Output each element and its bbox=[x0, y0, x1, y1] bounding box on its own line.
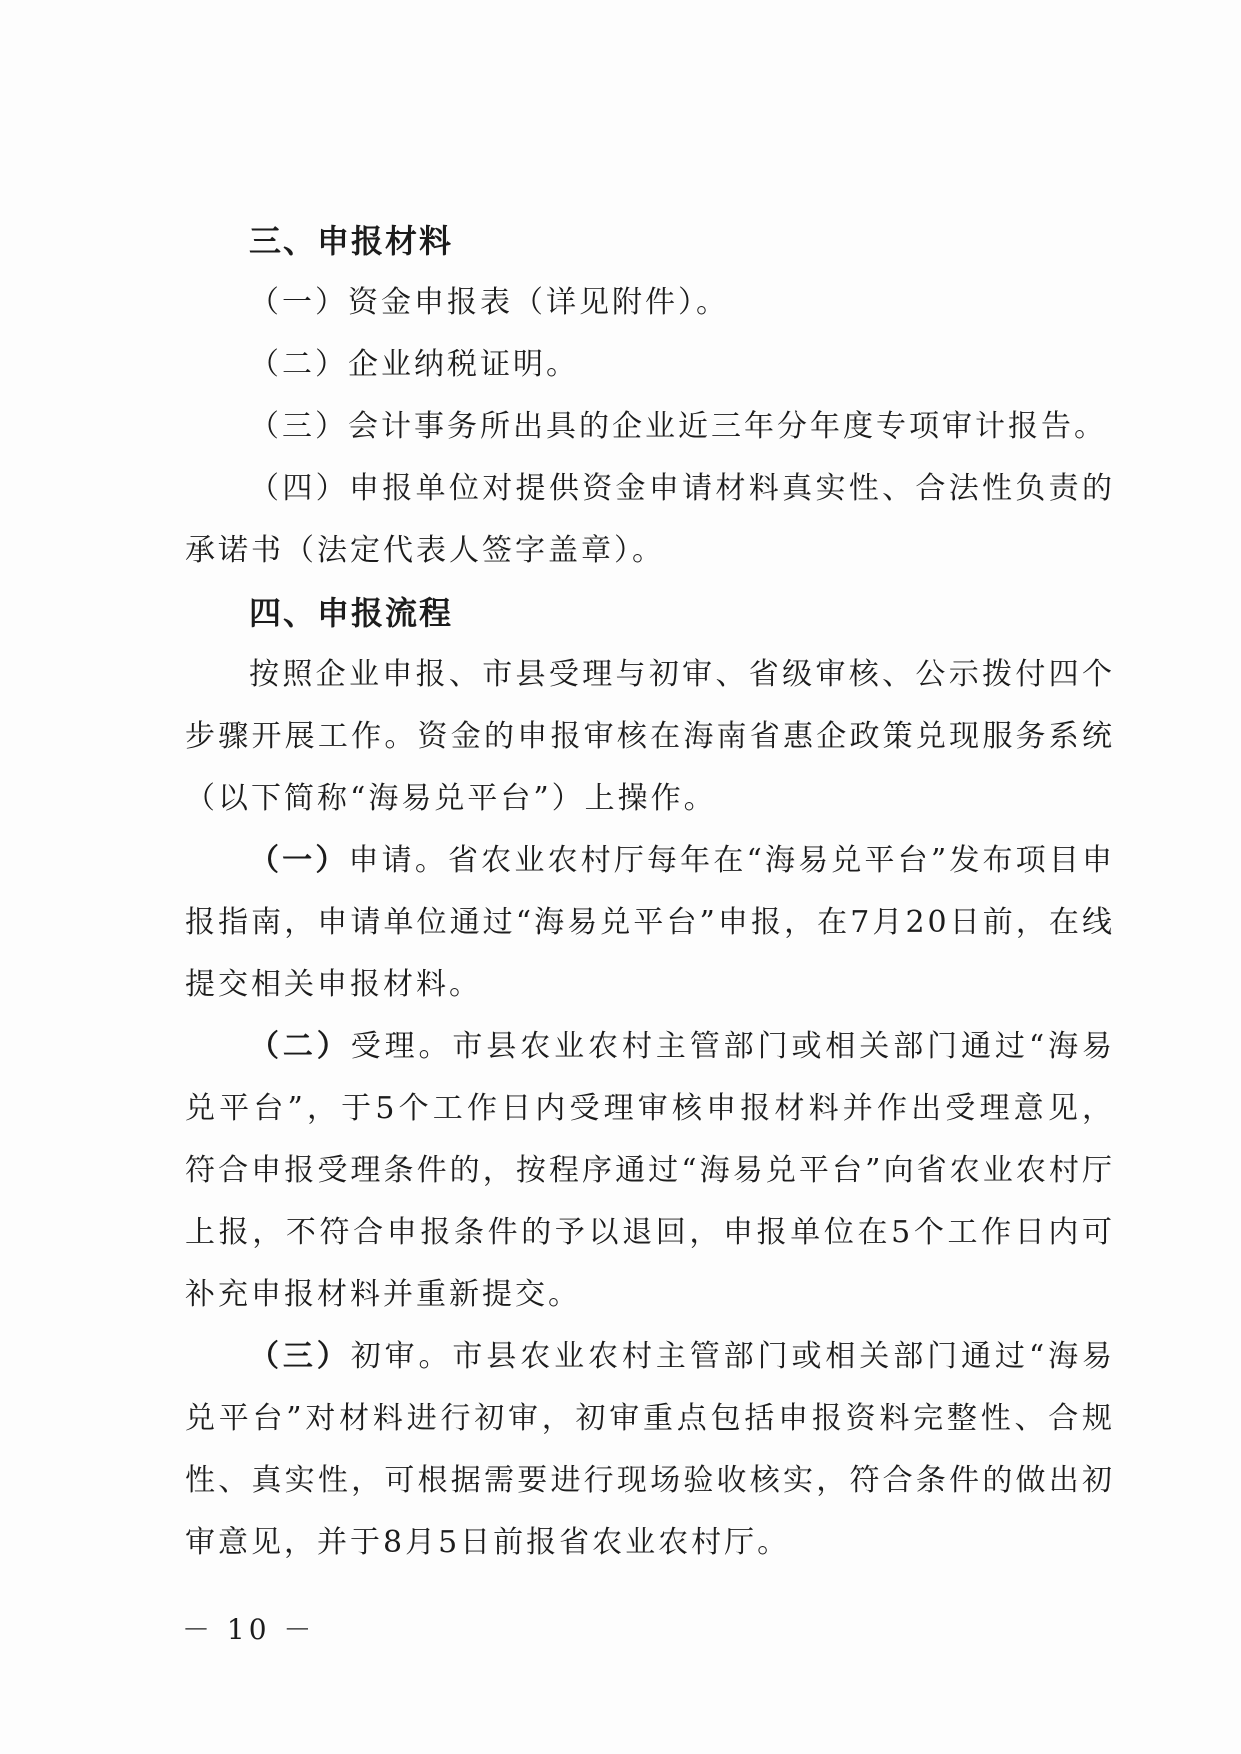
paragraph-materials-3 bbox=[185, 396, 1115, 458]
paragraph-lead: （二） bbox=[249, 1029, 351, 1064]
section-heading-materials: 三、申报材料 bbox=[249, 222, 454, 260]
paragraph-text: 初审。市县农业农村主管部门或相关部门通过“海易兑平台”对材料进行初审，初审重点包括申报资料完整性、合规性、真实性，可根据需要进行现场验收核实，符合条件的做出初审意见，并于8月5日前报省农业农村厅。 bbox=[185, 1339, 1115, 1560]
paragraph-process-review bbox=[185, 1326, 1115, 1574]
paragraph-process-apply bbox=[185, 830, 1115, 1016]
paragraph-text: 按照企业申报、市县受理与初审、省级审核、公示拨付四个步骤开展工作。资金的申报审核在海南省惠企政策兑现服务系统（以下简称“海易兑平台”）上操作。 bbox=[185, 657, 1115, 816]
paragraph-text: （三）会计事务所出具的企业近三年分年度专项审计报告。 bbox=[249, 409, 1107, 444]
paragraph-lead: （一） bbox=[249, 843, 349, 878]
paragraph-materials-1 bbox=[185, 272, 1115, 334]
paragraph-process-accept bbox=[185, 1016, 1115, 1326]
paragraph-text: （四）申报单位对提供资金申请材料真实性、合法性负责的承诺书（法定代表人签字盖章）。 bbox=[185, 471, 1115, 568]
paragraph-materials-2 bbox=[185, 334, 1115, 396]
section-heading-process: 四、申报流程 bbox=[249, 594, 454, 632]
paragraph-process-intro bbox=[185, 644, 1115, 830]
paragraph-text: 申请。省农业农村厅每年在“海易兑平台”发布项目申报指南，申请单位通过“海易兑平台”申报，在7月20日前，在线提交相关申报材料。 bbox=[185, 843, 1115, 1002]
document-body bbox=[185, 210, 1115, 1574]
paragraph-text: 受理。市县农业农村主管部门或相关部门通过“海易兑平台”，于5个工作日内受理审核申报材料并作出受理意见，符合申报受理条件的，按程序通过“海易兑平台”向省农业农村厅上报，不符合申报条件的予以退回，申报单位在5个工作日内可补充申报材料并重新提交。 bbox=[185, 1029, 1115, 1312]
paragraph-text: （二）企业纳税证明。 bbox=[249, 347, 579, 382]
paragraph-lead: （三） bbox=[249, 1339, 351, 1374]
page-number: － 10 － bbox=[182, 1613, 316, 1646]
paragraph-materials-4 bbox=[185, 458, 1115, 582]
paragraph-text: （一）资金申报表（详见附件）。 bbox=[249, 285, 729, 320]
